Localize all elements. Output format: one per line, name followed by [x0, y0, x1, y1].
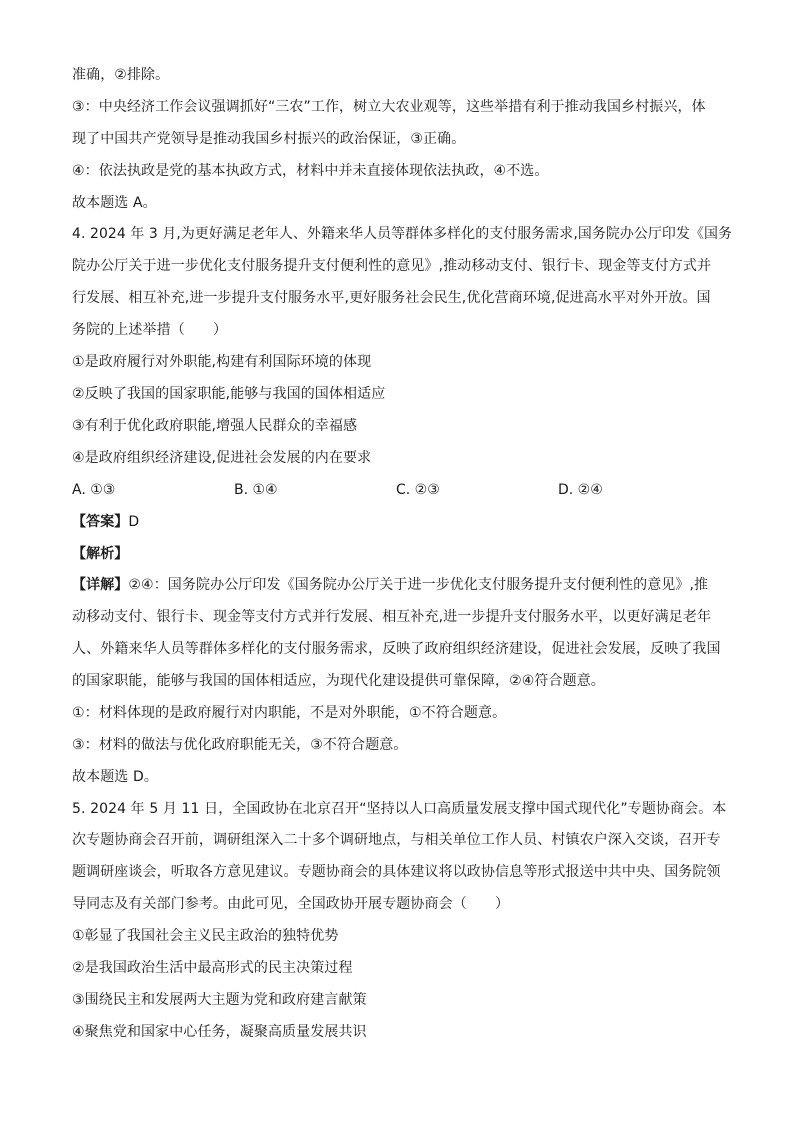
question-4-stem: 务院的上述举措（ ） — [72, 322, 228, 338]
detail-tag: 【详解】 — [72, 577, 129, 593]
answer-value: D — [128, 514, 140, 530]
statement-2: ②反映了我国的国家职能,能够与我国的国体相适应 — [72, 386, 386, 402]
statement-1: ①彰显了我国社会主义民主政治的独特优势 — [72, 928, 339, 944]
statement-2: ②是我国政治生活中最高形式的民主决策过程 — [72, 960, 353, 976]
conclusion-line: 故本题选 A。 — [72, 195, 157, 211]
statement-3: ③围绕民主和发展两大主题为党和政府建言献策 — [72, 992, 367, 1008]
detail-line: ①：材料体现的是政府履行对内职能，不是对外职能，①不符合题意。 — [72, 705, 507, 721]
statement-4: ④聚焦党和国家中心任务，凝聚高质量发展共识 — [72, 1024, 367, 1040]
detail-line: 人、外籍来华人员等群体多样化的支付服务需求，反映了政府组织经济建设，促进社会发展，反映了我国 — [72, 641, 721, 657]
analysis-tag: 【解析】 — [72, 546, 129, 562]
choice-d: D. ②④ — [558, 482, 603, 498]
text-line: 现了中国共产党领导是推动我国乡村振兴的政治保证，③正确。 — [72, 131, 466, 147]
answer-tag: 【答案】 — [72, 514, 129, 530]
choice-a: A. ①③ — [72, 482, 116, 498]
text-line: 准确，②排除。 — [72, 67, 170, 83]
question-5-stem: 5. 2024 年 5 月 11 日，全国政协在北京召开“坚持以人口高质量发展支撑中国式现代化”专题协商会。本 — [72, 801, 727, 817]
detail-line — [72, 576, 732, 594]
text-line: ③：中央经济工作会议强调抓好“三农”工作，树立大农业观等，这些举措有利于推动我国乡村振兴，体 — [72, 99, 706, 115]
detail-text: ②④：国务院办公厅印发《国务院办公厅关于进一步优化支付服务提升支付便利性的意见》,推 — [128, 577, 709, 593]
answer-line — [72, 513, 732, 531]
conclusion-line: 故本题选 D。 — [72, 769, 158, 785]
analysis-heading — [72, 545, 732, 563]
question-5-stem: 次专题协商会召开前，调研组深入二十多个调研地点，与相关单位工作人员、村镇农户深入交谈，召开专 — [72, 832, 721, 848]
question-4-stem: 4. 2024 年 3 月,为更好满足老年人、外籍来华人员等群体多样化的支付服务需求,国务院办公厅印发《国务 — [72, 226, 733, 242]
choice-b: B. ①④ — [234, 482, 278, 498]
detail-line: ③：材料的做法与优化政府职能无关，③不符合题意。 — [72, 737, 408, 753]
statement-1: ①是政府履行对外职能,构建有利国际环境的体现 — [72, 354, 372, 370]
text-line: ④：依法执政是党的基本执政方式，材料中并未直接体现依法执政，④不选。 — [72, 163, 549, 179]
question-4-stem: 院办公厅关于进一步优化支付服务提升支付便利性的意见》,推动移动支付、银行卡、现金等支付方式并 — [72, 258, 712, 274]
answer-choices — [72, 481, 732, 499]
detail-line: 的国家职能，能够与我国的国体相适应，为现代化建设提供可靠保障，②④符合题意。 — [72, 673, 605, 689]
statement-3: ③有利于优化政府职能,增强人民群众的幸福感 — [72, 418, 358, 434]
question-5-stem: 题调研座谈会，听取各方意见建议。专题协商会的具体建议将以政协信息等形式报送中共中央、国务院领 — [72, 864, 721, 880]
statement-4: ④是政府组织经济建设,促进社会发展的内在要求 — [72, 450, 372, 466]
choice-c: C. ②③ — [396, 482, 440, 498]
question-4-stem: 行发展、相互补充,进一步提升支付服务水平,更好服务社会民生,优化营商环境,促进高水平对外开放。国 — [72, 290, 711, 306]
question-5-stem: 导同志及有关部门参考。由此可见，全国政协开展专题协商会（ ） — [72, 896, 510, 912]
detail-line: 动移动支付、银行卡、现金等支付方式并行发展、相互补充,进一步提升支付服务水平，以更好满足老年 — [72, 609, 712, 625]
